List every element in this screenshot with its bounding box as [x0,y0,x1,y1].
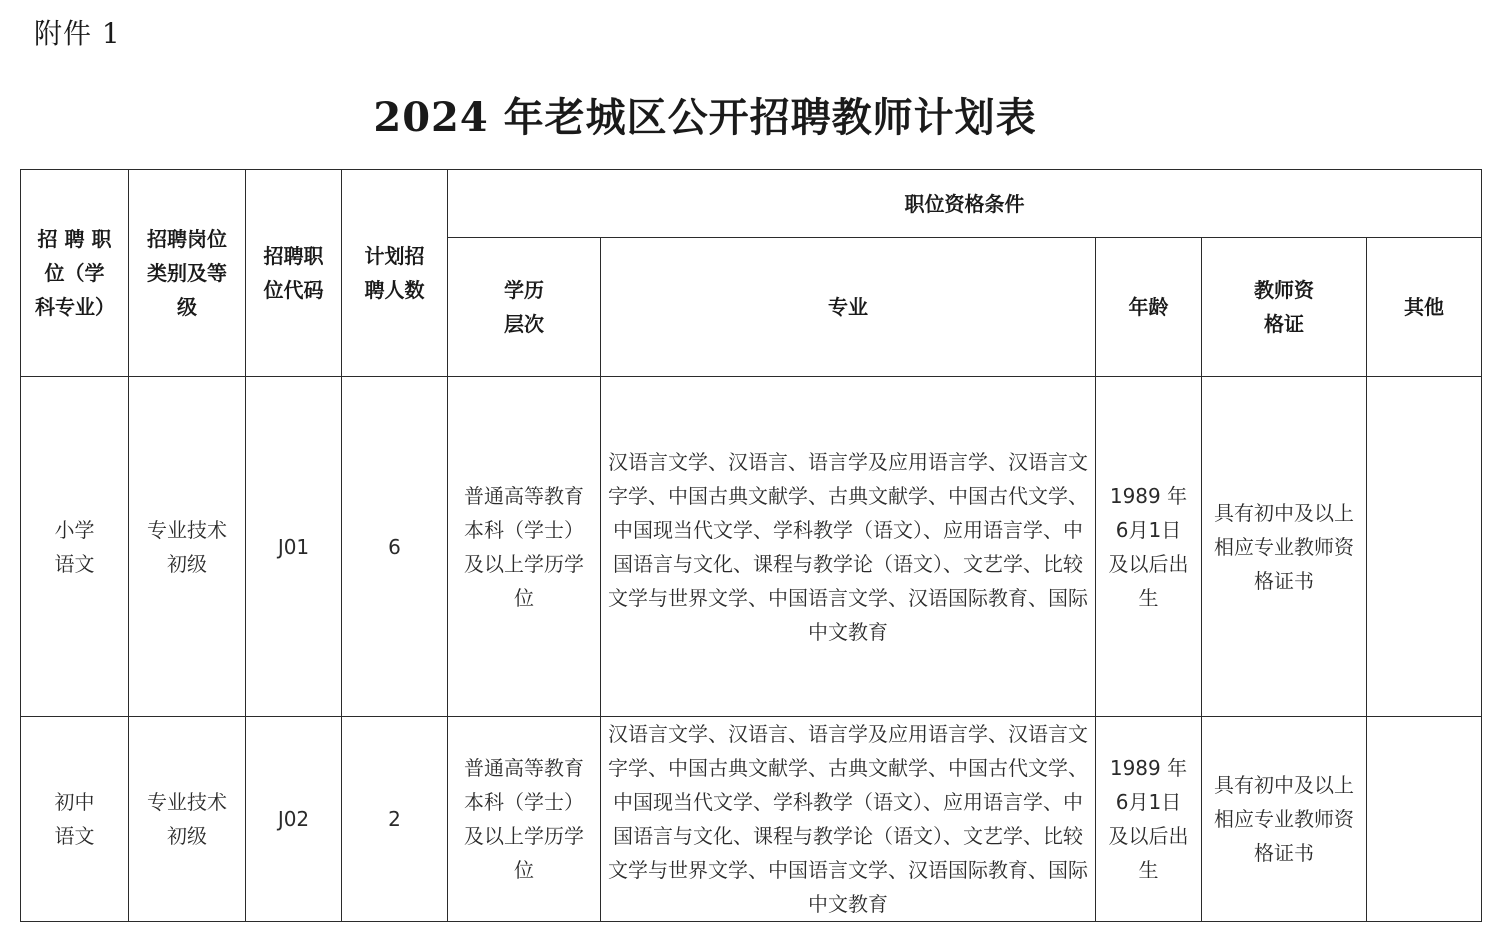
header-position: 招 聘 职位（学科专业） [21,170,129,377]
header-category: 招聘岗位类别及等级 [129,170,246,377]
cell-age: 1989 年6月1日及以后出生 [1096,377,1202,717]
header-education: 学历层次 [448,238,601,377]
cell-major: 汉语言文学、汉语言、语言学及应用语言学、汉语言文字学、中国古典文献学、古典文献学、中国古代文学、中国现当代文学、学科教学（语文）、应用语言学、中国语言与文化、课程与教学论（语文）、文艺学、比较文学与世界文学、中国语言文学、汉语国际教育、国际中文教育 [601,717,1096,922]
cell-position: 初中语文 [21,717,129,922]
header-age: 年龄 [1096,238,1202,377]
cell-count: 2 [342,717,448,922]
cell-education: 普通高等教育本科（学士）及以上学历学位 [448,717,601,922]
header-qualifications-group: 职位资格条件 [448,170,1482,238]
document-title: 2024 年老城区公开招聘教师计划表 [373,94,1037,141]
cell-code: J01 [246,377,342,717]
table-row [21,377,1482,717]
header-count: 计划招聘人数 [342,170,448,377]
cell-other [1367,717,1482,922]
recruitment-plan-table [20,169,1482,922]
cell-other [1367,377,1482,717]
cell-certificate: 具有初中及以上相应专业教师资格证书 [1202,717,1367,922]
header-major: 专业 [601,238,1096,377]
table-row [21,717,1482,922]
cell-major: 汉语言文学、汉语言、语言学及应用语言学、汉语言文字学、中国古典文献学、古典文献学、中国古代文学、中国现当代文学、学科教学（语文）、应用语言学、中国语言与文化、课程与教学论（语文）、文艺学、比较文学与世界文学、中国语言文学、汉语国际教育、国际中文教育 [601,377,1096,717]
cell-certificate: 具有初中及以上相应专业教师资格证书 [1202,377,1367,717]
cell-position: 小学语文 [21,377,129,717]
header-row-1 [21,170,1482,238]
cell-education: 普通高等教育本科（学士）及以上学历学位 [448,377,601,717]
header-certificate: 教师资格证 [1202,238,1367,377]
header-other: 其他 [1367,238,1482,377]
attachment-label: 附件 1 [34,17,121,50]
header-code: 招聘职位代码 [246,170,342,377]
cell-age: 1989 年6月1日及以后出生 [1096,717,1202,922]
cell-category: 专业技术初级 [129,717,246,922]
cell-count: 6 [342,377,448,717]
cell-category: 专业技术初级 [129,377,246,717]
cell-code: J02 [246,717,342,922]
